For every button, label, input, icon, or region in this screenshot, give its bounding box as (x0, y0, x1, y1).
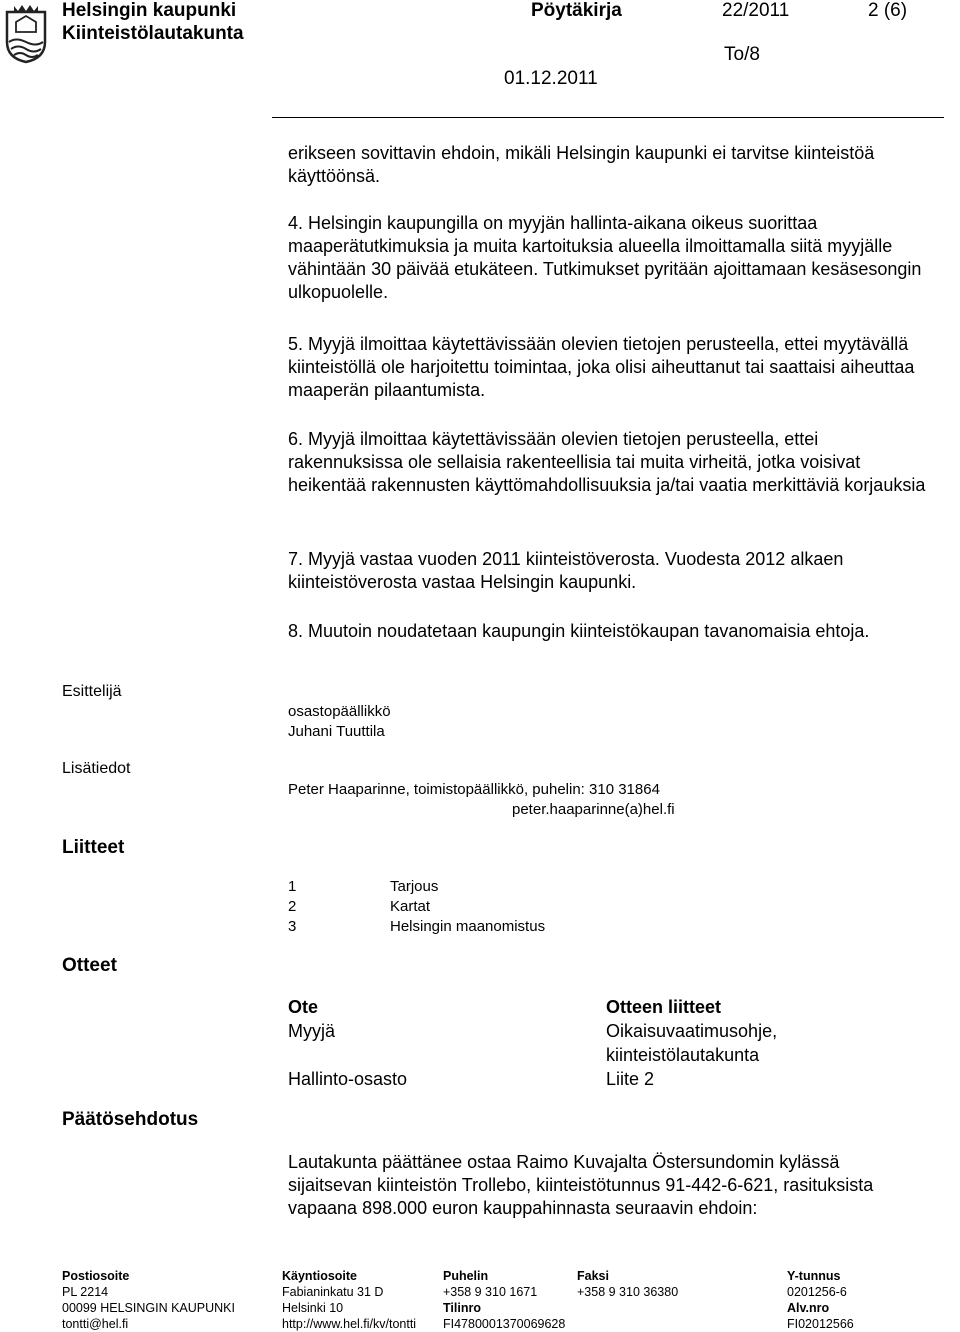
city-logo (4, 2, 48, 64)
footer-visit-label: Käyntiosoite (282, 1269, 358, 1283)
extract-col-liitteet-head: Otteen liitteet (606, 997, 722, 1017)
decision-proposal-text: Lautakunta päättänee ostaa Raimo Kuvajalta Östersundomin kylässä sijaitsevan kiinteistön Trollebo, kiinteistötunnus 91-442-6-621, rasituksista vapaana 898.000 euron kauppahinnasta seuraavin ehdoin: (288, 1152, 874, 1218)
footer-vat-value: FI02012566 (787, 1317, 854, 1331)
contact-email: peter.haaparinne(a)hel.fi (512, 801, 675, 818)
footer-phone-label: Puhelin (443, 1269, 489, 1283)
footer-postal-label: Postiosoite (62, 1269, 130, 1283)
footer-phone (443, 1268, 565, 1332)
doc-type: Pöytäkirja (531, 0, 622, 21)
presenter-name: Juhani Tuuttila (288, 723, 385, 740)
coat-of-arms-icon (4, 2, 48, 64)
attachment-number: 2 (288, 898, 297, 915)
extract-recipient: Hallinto-osasto (288, 1069, 408, 1089)
paragraph-8: 8. Muutoin noudatetaan kaupungin kiinteistökaupan tavanomaisia ehtoja. (288, 621, 870, 641)
paragraph-continuation: erikseen sovittavin ehdoin, mikäli Helsingin kaupunki ei tarvitse kiinteistöä käyttöönsä. (288, 143, 875, 186)
board-name: Kiinteistölautakunta (62, 23, 244, 44)
paragraph-5: 5. Myyjä ilmoittaa käytettävissään olevien tietojen perusteella, ettei myytävällä kiinteistöllä ole harjoitettu toimintaa, joka olisi aiheuttanut tai saattaisi aiheuttaa maaperän pilaantumista. (288, 334, 915, 400)
extract-attachment: kiinteistölautakunta (606, 1045, 760, 1065)
extract-col-ote-head: Ote (288, 997, 319, 1017)
attachment-item (288, 897, 430, 917)
contact-line-1: Peter Haaparinne, toimistopäällikkö, puhelin: 310 31864 (288, 781, 660, 798)
footer-visit (282, 1268, 416, 1332)
attachment-title: Tarjous (390, 878, 439, 895)
header-rule (272, 117, 944, 118)
footer-account-label: Tilinro (443, 1301, 481, 1315)
footer-ytunnus-value: 0201256-6 (787, 1285, 847, 1299)
section-code: To/8 (724, 44, 760, 65)
footer-postal (62, 1268, 235, 1332)
extracts-heading: Otteet (62, 955, 117, 976)
paragraph-4: 4. Helsingin kaupungilla on myyjän hallinta-aikana oikeus suorittaa maaperätutkimuksia ja muita kartoituksia alueella ilmoittamalla siitä myyjälle vähintään 30 päivää etukäteen. Tutkimukset pyritään ajoittamaan kesäsesongin ulkopuolelle. (288, 213, 922, 302)
attachment-item (288, 917, 545, 937)
attachments-heading: Liitteet (62, 837, 125, 858)
doc-number: 22/2011 (722, 0, 790, 21)
footer-email[interactable]: tontti@hel.fi (62, 1317, 129, 1331)
contact-label: Lisätiedot (62, 760, 131, 777)
presenter-title: osastopäällikkö (288, 703, 391, 720)
footer-visit-2: Helsinki 10 (282, 1301, 344, 1315)
paragraph-6: 6. Myyjä ilmoittaa käytettävissään olevien tietojen perusteella, ettei rakennuksissa ole sellaisia rakenteellisia tai muita virheitä, jotka voisivat heikentää rakennusten käyttömahdollisuuksia ja/tai vaatia merkittäviä korjauksia (288, 429, 926, 495)
footer-account-value: FI4780001370069628 (443, 1317, 566, 1331)
footer-postal-2: 00099 HELSINGIN KAUPUNKI (62, 1301, 235, 1315)
extract-attachment: Oikaisuvaatimusohje, (606, 1021, 778, 1041)
attachment-item (288, 877, 438, 897)
extract-recipient: Myyjä (288, 1021, 336, 1041)
attachment-title: Helsingin maanomistus (390, 918, 546, 935)
decision-proposal-heading: Päätösehdotus (62, 1109, 199, 1130)
footer-fax-label: Faksi (577, 1269, 609, 1283)
footer-vat-label: Alv.nro (787, 1301, 830, 1315)
attachment-title: Kartat (390, 898, 431, 915)
paragraph-7: 7. Myyjä vastaa vuoden 2011 kiinteistöverosta. Vuodesta 2012 alkaen kiinteistöverosta vastaa Helsingin kaupunki. (288, 549, 844, 592)
meeting-date: 01.12.2011 (504, 68, 598, 89)
footer-ytunnus-label: Y-tunnus (787, 1269, 841, 1283)
footer-fax (577, 1268, 678, 1300)
attachment-number: 1 (288, 878, 297, 895)
footer-business-id (787, 1268, 854, 1332)
attachment-number: 3 (288, 918, 297, 935)
footer-visit-1: Fabianinkatu 31 D (282, 1285, 384, 1299)
extract-attachment: Liite 2 (606, 1069, 655, 1089)
footer-phone-value: +358 9 310 1671 (443, 1285, 538, 1299)
footer-postal-1: PL 2214 (62, 1285, 109, 1299)
page-number: 2 (6) (868, 0, 908, 21)
org-name: Helsingin kaupunki (62, 0, 237, 21)
footer-fax-value: +358 9 310 36380 (577, 1285, 679, 1299)
footer-website[interactable]: http://www.hel.fi/kv/tontti (282, 1317, 417, 1331)
presenter-label: Esittelijä (62, 683, 122, 700)
